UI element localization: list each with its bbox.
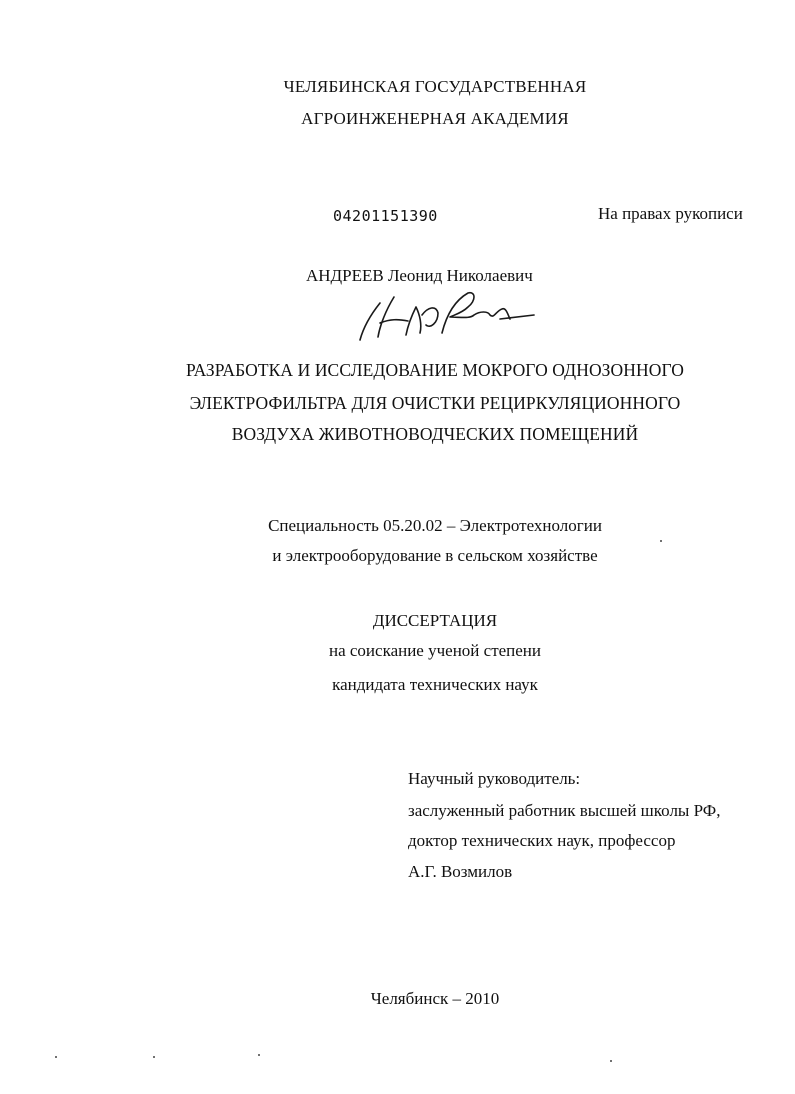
title-line-2: ЭЛЕКТРОФИЛЬТРА ДЛЯ ОЧИСТКИ РЕЦИРКУЛЯЦИОННОГО [189, 393, 681, 413]
manuscript-note: На правах рукописи [598, 204, 743, 223]
dissertation-line-1: на соискание ученой степени [328, 641, 542, 660]
scan-speck [55, 1056, 57, 1058]
scan-speck [610, 1060, 612, 1062]
institution-line-2: АГРОИНЖЕНЕРНАЯ АКАДЕМИЯ [301, 109, 569, 128]
specialty-line-1: Специальность 05.20.02 – Электротехнологии [268, 516, 602, 535]
institution-line-1: ЧЕЛЯБИНСКАЯ ГОСУДАРСТВЕННАЯ [283, 77, 587, 96]
advisor-name: А.Г. Возмилов [408, 862, 513, 881]
registration-number: 04201151390 [333, 207, 438, 225]
advisor-title-1: заслуженный работник высшей школы РФ, [408, 801, 721, 820]
scan-speck [258, 1054, 260, 1056]
author-signature [350, 285, 540, 355]
dissertation-line-2: кандидата технических наук [332, 675, 538, 694]
specialty-line-2: и электрооборудование в сельском хозяйстве [272, 546, 598, 565]
author-name: АНДРЕЕВ Леонид Николаевич [306, 266, 533, 285]
scan-speck [153, 1056, 155, 1058]
dissertation-heading: ДИССЕРТАЦИЯ [372, 611, 498, 630]
footer-city-year: Челябинск – 2010 [370, 989, 500, 1008]
title-line-1: РАЗРАБОТКА И ИССЛЕДОВАНИЕ МОКРОГО ОДНОЗОННОГО [185, 360, 685, 380]
title-line-3: ВОЗДУХА ЖИВОТНОВОДЧЕСКИХ ПОМЕЩЕНИЙ [231, 424, 639, 444]
advisor-title-2: доктор технических наук, профессор [408, 831, 676, 850]
scan-speck [660, 540, 662, 542]
advisor-label: Научный руководитель: [408, 769, 581, 788]
